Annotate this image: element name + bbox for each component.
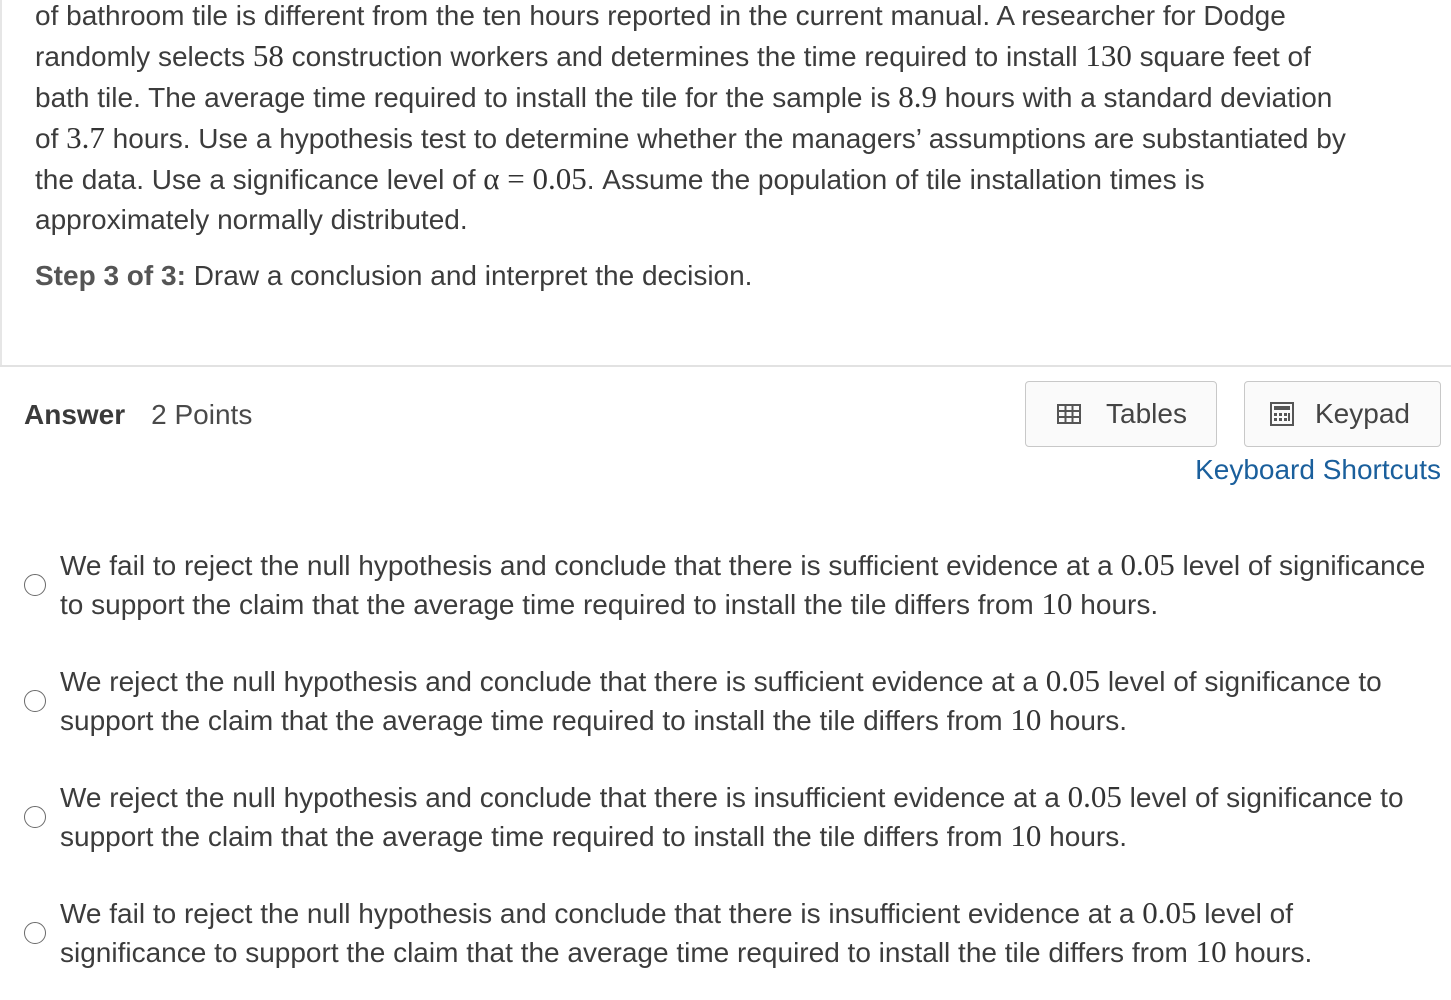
answer-option-3[interactable]: [22, 778, 1437, 856]
question-line: the data. Use a significance level of: [35, 164, 484, 195]
question-line: randomly selects: [35, 41, 253, 72]
option-hours: 10: [1041, 586, 1073, 621]
option-hours: 10: [1010, 702, 1042, 737]
square-feet-value: 130: [1085, 38, 1132, 73]
option-text-part: hours.: [1226, 937, 1313, 968]
option-text: [60, 894, 1437, 972]
radio-button[interactable]: [24, 806, 46, 828]
option-text-part: We reject the null hypothesis and conclude that there is insufficient evidence at a: [60, 782, 1068, 813]
option-text-part: level of significance to support the claim that the average time required to install the tile differs from: [60, 898, 1294, 968]
answer-label: Answer: [24, 399, 126, 430]
answer-option-2[interactable]: [22, 662, 1437, 740]
option-alpha: 0.05: [1120, 547, 1175, 582]
option-text: [60, 662, 1437, 740]
question-line: of: [35, 123, 67, 154]
option-text-part: level of significance to support the claim that the average time required to install the tile differs from: [60, 782, 1404, 852]
question-line: . Assume the population of tile installation times is: [586, 164, 1205, 195]
step-label: Step 3 of 3:: [35, 260, 186, 291]
question-text: [35, 0, 1440, 240]
option-text-part: We reject the null hypothesis and conclude that there is sufficient evidence at a: [60, 666, 1046, 697]
question-line: hours with a standard deviation: [937, 82, 1333, 113]
radio-button[interactable]: [24, 690, 46, 712]
question-line: square feet of: [1131, 41, 1311, 72]
question-line: construction workers and determines the time required to install: [283, 41, 1086, 72]
option-text-part: We fail to reject the null hypothesis and conclude that there is insufficient evidence at a: [60, 898, 1143, 929]
option-text-part: We fail to reject the null hypothesis and conclude that there is sufficient evidence at a: [60, 550, 1121, 581]
option-text-part: level of significance to support the claim that the average time required to install the tile differs from: [60, 550, 1426, 620]
question-line: of bathroom tile is different from the ten hours reported in the current manual. A researcher for Dodge: [35, 0, 1286, 31]
std-dev-value: 3.7: [66, 120, 105, 155]
answer-option-1[interactable]: [22, 546, 1437, 624]
question-panel: [0, 0, 1451, 366]
radio-button[interactable]: [24, 922, 46, 944]
question-line: bath tile. The average time required to install the tile for the sample is: [35, 82, 899, 113]
table-grid-icon: [1056, 401, 1082, 427]
keypad-button[interactable]: [1244, 381, 1441, 447]
sample-mean-value: 8.9: [898, 79, 938, 114]
question-line: hours. Use a hypothesis test to determine whether the managers’ assumptions are substantiated by: [104, 123, 1346, 154]
option-alpha: 0.05: [1045, 663, 1101, 698]
sample-size-value: 58: [252, 38, 284, 73]
option-text: [60, 778, 1437, 856]
tables-label: Tables: [1106, 398, 1187, 429]
question-line: approximately normally distributed.: [35, 204, 468, 235]
option-text-part: hours.: [1072, 589, 1159, 620]
points-label: 2 Points: [151, 399, 253, 430]
option-text-part: hours.: [1041, 821, 1128, 852]
tables-button[interactable]: [1025, 381, 1217, 447]
calculator-keypad-icon: [1269, 401, 1295, 427]
answer-header: [24, 395, 252, 435]
answer-option-4[interactable]: [22, 894, 1437, 972]
option-text-part: hours.: [1041, 705, 1128, 736]
option-hours: 10: [1010, 818, 1042, 853]
option-text: [60, 546, 1437, 624]
keyboard-shortcuts-link[interactable]: Keyboard Shortcuts: [1195, 454, 1441, 485]
step-instruction: [35, 256, 752, 296]
step-text: Draw a conclusion and interpret the decision.: [185, 260, 753, 291]
radio-button[interactable]: [24, 574, 46, 596]
option-hours: 10: [1195, 934, 1227, 969]
keypad-label: Keypad: [1315, 398, 1410, 429]
option-alpha: 0.05: [1067, 779, 1122, 814]
alpha-value: α = 0.05: [483, 161, 587, 196]
option-text-part: level of significance to support the claim that the average time required to install the tile differs from: [60, 666, 1382, 736]
option-alpha: 0.05: [1142, 895, 1197, 930]
section-divider: [0, 365, 1451, 367]
